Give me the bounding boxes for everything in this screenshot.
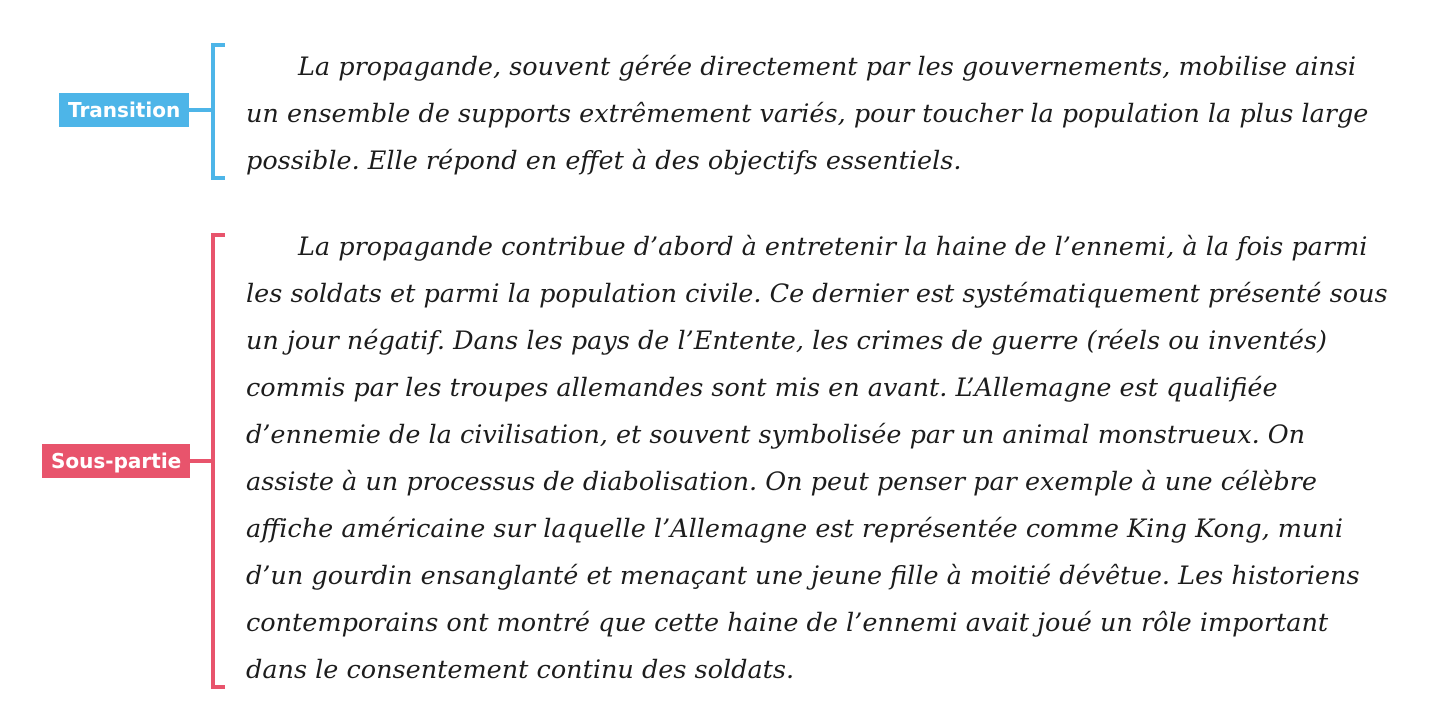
transition-connector (186, 108, 213, 112)
souspartie-bracket (211, 233, 225, 689)
souspartie-label: Sous-partie (42, 444, 190, 478)
souspartie-connector (186, 459, 213, 463)
transition-paragraph: La propagande, souvent gérée directement par les gouvernements, mobilise ainsi un ensemble de supports extrêmement variés, pour toucher la population la plus large possible. Elle répond en effet à des objectifs essentiels. (246, 52, 1369, 176)
souspartie-paragraph: La propagande contribue d’abord à entretenir la haine de l’ennemi, à la fois parmi les soldats et parmi la population civile. Ce dernier est systématiquement présenté sous un jour négatif. Dans les pays de l’Entente, les crimes de guerre (réels ou inventés) commis par les troupes allemandes sont mis en avant. L’Allemagne est qualifiée d’ennemie de la civilisation, et souvent symbolisée par un animal monstrueux. On assiste à un processus de diabolisation. On peut penser par exemple à une célèbre affiche américaine sur laquelle l’Allemagne est représentée comme King Kong, muni d’un gourdin ensanglanté et menaçant une jeune fille à moitié dévêtue. Les historiens contemporains ont montré que cette haine de l’ennemi avait joué un rôle important dans le consentement continu des soldats. (246, 232, 1388, 685)
transition-bracket (211, 43, 225, 180)
transition-label: Transition (59, 93, 189, 127)
